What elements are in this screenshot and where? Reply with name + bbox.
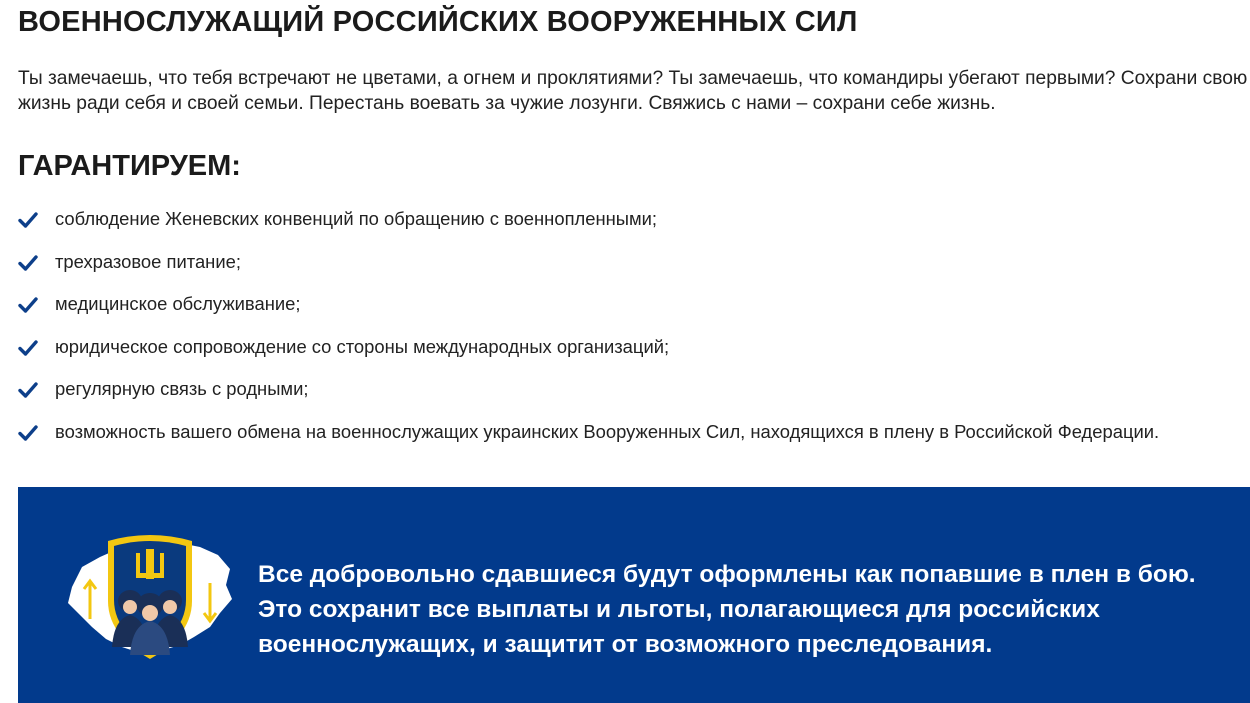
banner-text: Все добровольно сдавшиеся будут оформлены как попавшие в плен в бою. Это сохранит все выплаты и льготы, полагающиеся для российских военнослужащих, и защитит от возможного преследования. (258, 561, 1196, 658)
page-title: ВОЕННОСЛУЖАЩИЙ РОССИЙСКИХ ВООРУЖЕННЫХ СИЛ (18, 6, 858, 38)
list-item (18, 418, 1250, 461)
list-item-text: трехразовое питание; (55, 250, 241, 272)
info-banner (18, 487, 1250, 703)
checkmark-icon (18, 338, 38, 358)
checkmark-icon (18, 380, 38, 400)
list-item (18, 290, 1250, 333)
list-item-text: медицинское обслуживание; (55, 293, 301, 315)
list-item (18, 333, 1250, 376)
intro-paragraph: Ты замечаешь, что тебя встречают не цветами, а огнем и проклятиями? Ты замечаешь, что командиры убегают первыми? Сохрани свою жизнь ради себя и своей семьи. Перестань воевать за чужие лозунги. Свяжись с нами – сохрани себе жизнь. (18, 68, 1248, 114)
list-item-text: регулярную связь с родными; (55, 378, 309, 400)
guarantees-heading: ГАРАНТИРУЕМ: (18, 150, 241, 182)
soldiers-shield-emblem (60, 527, 240, 667)
checkmark-icon (18, 295, 38, 315)
list-item-text: возможность вашего обмена на военнослужащих украинских Вооруженных Сил, находящихся в плену в Российской Федерации. (55, 420, 1160, 442)
list-item (18, 205, 1250, 248)
list-item-text: юридическое сопровождение со стороны международных организаций; (55, 335, 670, 357)
list-item (18, 375, 1250, 418)
list-item (18, 248, 1250, 291)
guarantees-list (18, 205, 1250, 461)
list-item-text: соблюдение Женевских конвенций по обращению с военнопленными; (55, 208, 658, 229)
checkmark-icon (18, 423, 38, 443)
checkmark-icon (18, 210, 38, 230)
checkmark-icon (18, 253, 38, 273)
